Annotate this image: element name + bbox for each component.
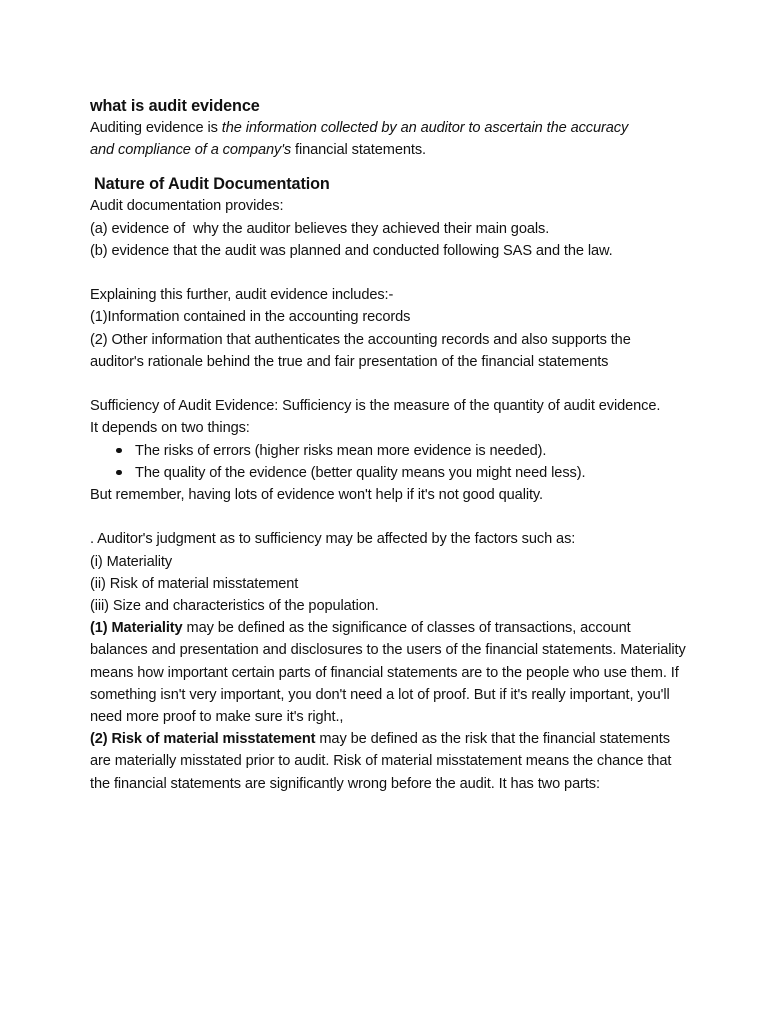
materiality-paragraph: [90, 617, 690, 728]
list-item: [90, 440, 690, 462]
depends-bullet-list: [90, 440, 690, 484]
list-item: [90, 462, 690, 484]
includes-item-2: (2) Other information that authenticates the accounting records and also supports the auditor's rationale behind the true and fair presentation of the financial statements: [90, 331, 635, 370]
definition-paragraph: [90, 117, 650, 161]
materiality-text: may be defined as the significance of classes of transactions, account balances and presentation and disclosures to the users of the financial statements. Materiality means how important certain parts of financial statements are to the people who use them. If something isn't very important, you don't need a lot of proof. But if it's really important, you'll need more proof to make sure it's right.,: [90, 620, 690, 726]
factor-item-i: (i) Materiality: [90, 553, 173, 570]
definition-prefix: Auditing evidence is: [90, 120, 222, 136]
provides-item-b: (b) evidence that the audit was planned and conducted following SAS and the law.: [90, 242, 613, 259]
definition-suffix: financial statements.: [291, 142, 426, 159]
sufficiency-paragraph: Sufficiency of Audit Evidence: Sufficiency is the measure of the quantity of audit evidence.: [90, 398, 661, 415]
remember-paragraph: But remember, having lots of evidence won't help if it's not good quality.: [90, 487, 544, 504]
risk-text: may be defined as the risk that the financial statements are materially misstated prior to audit. Risk of material misstatement means the chance that the financial statements are significantly wrong before the audit. It has two parts:: [90, 731, 676, 792]
includes-item-1: (1)Information contained in the accounting records: [90, 309, 411, 326]
includes-intro: Explaining this further, audit evidence includes:-: [90, 287, 394, 304]
definition-italic: the information collected by an auditor to ascertain the accuracy and compliance of a company's: [90, 120, 633, 159]
document-title: what is audit evidence: [90, 97, 260, 115]
bullet-icon: [116, 470, 122, 476]
factor-item-iii: (iii) Size and characteristics of the population.: [90, 598, 379, 615]
depends-intro: It depends on two things:: [90, 420, 250, 437]
factors-intro: . Auditor's judgment as to sufficiency may be affected by the factors such as:: [90, 531, 576, 548]
risk-heading: (2) Risk of material misstatement: [90, 731, 316, 748]
document-page: [90, 94, 690, 795]
section-title: Nature of Audit Documentation: [94, 175, 330, 194]
materiality-heading: (1) Materiality: [90, 620, 183, 637]
risk-paragraph: [90, 728, 682, 795]
provides-item-a: (a) evidence of why the auditor believes they achieved their main goals.: [90, 220, 550, 237]
bullet-icon: [116, 448, 122, 454]
bullet-text: The quality of the evidence (better quality means you might need less).: [135, 464, 586, 481]
factor-item-ii: (ii) Risk of material misstatement: [90, 575, 299, 592]
bullet-text: The risks of errors (higher risks mean more evidence is needed).: [135, 442, 547, 459]
provides-intro: Audit documentation provides:: [90, 198, 284, 215]
